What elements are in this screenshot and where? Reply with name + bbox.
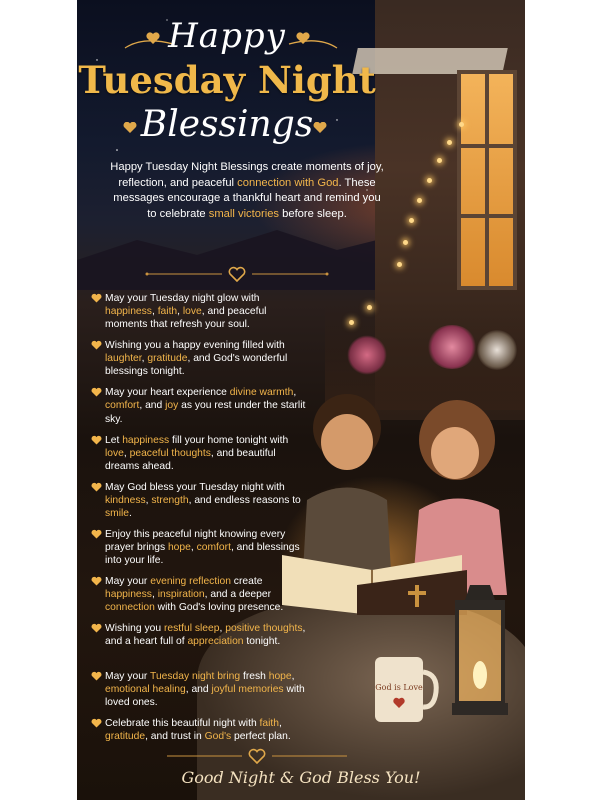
text-segment: , and blessings into your life. <box>105 542 300 567</box>
blessing-item <box>91 386 311 433</box>
title-happy: Happy <box>168 16 286 56</box>
text-segment: , <box>219 623 226 635</box>
text-segment: tonight. <box>243 636 281 648</box>
string-light <box>397 262 402 267</box>
blessing-item <box>91 481 311 528</box>
heart-icon <box>229 268 244 281</box>
blessing-poster <box>77 0 525 800</box>
text-segment: , and <box>139 400 166 412</box>
blessing-item <box>91 670 311 717</box>
text-segment: , <box>279 717 282 729</box>
flower-pot <box>347 335 387 375</box>
blessing-item <box>91 528 311 575</box>
text-segment: with loved ones. <box>105 683 305 708</box>
text-segment: . These messages encourage a thankful heart and remind you to celebrate <box>113 176 381 220</box>
text-segment: Happy Tuesday Night Blessings create moments of joy, reflection, and peaceful <box>110 161 384 189</box>
text-segment: , and beautiful dreams ahead. <box>105 447 276 472</box>
text-segment: , <box>291 670 295 682</box>
heart-icon <box>91 623 102 633</box>
text-segment: with God's loving presence. <box>154 602 284 614</box>
highlight-text: divine warmth <box>229 387 294 399</box>
text-segment: , and a heart full of <box>105 623 306 648</box>
highlight-text: Tuesday night bring <box>150 670 241 682</box>
text-segment: create <box>230 576 263 588</box>
heart-icon <box>249 750 264 763</box>
string-light <box>409 218 414 223</box>
heart-icon <box>91 718 102 728</box>
divider-ornament <box>157 748 357 764</box>
string-light <box>447 140 452 145</box>
text-segment: May your Tuesday night glow with <box>105 293 260 304</box>
text-segment: perfect plan. <box>231 730 291 742</box>
highlight-text: restful sleep <box>163 623 220 635</box>
text-segment: , and trust in <box>145 730 205 742</box>
text-segment: fresh <box>240 670 269 682</box>
text-segment: May your <box>105 670 151 682</box>
string-light <box>349 320 354 325</box>
highlight-text: faith <box>259 717 280 729</box>
text-segment: Celebrate this beautiful night with <box>105 717 260 729</box>
highlight-text: connection <box>105 602 155 614</box>
intro-paragraph <box>109 160 385 222</box>
blessing-item <box>91 292 311 339</box>
text-segment: . <box>129 507 132 519</box>
closing-message: Good Night & God Bless You! <box>181 768 421 787</box>
highlight-text: emotional healing <box>105 683 186 695</box>
highlight-text: appreciation <box>187 636 244 648</box>
text-segment: , and a deeper <box>204 589 272 601</box>
text-segment: , <box>190 542 197 554</box>
highlight-text: peaceful thoughts <box>129 447 211 459</box>
highlight-text: hope <box>167 542 191 554</box>
string-light <box>459 122 464 127</box>
highlight-text: gratitude <box>105 730 146 742</box>
text-segment: , <box>145 494 152 506</box>
text-segment: Wishing you <box>105 623 164 635</box>
flower-pot <box>477 330 517 370</box>
text-segment: , and endless reasons to <box>188 494 301 506</box>
blessing-item <box>91 622 311 669</box>
blessing-item <box>91 339 311 386</box>
heart-icon <box>91 340 102 350</box>
text-segment: , and God's wonderful blessings tonight. <box>105 353 288 378</box>
lantern-icon <box>440 580 520 730</box>
highlight-text: laughter <box>105 353 142 365</box>
highlight-text: small victories <box>208 207 280 220</box>
highlight-text: God's <box>204 730 232 742</box>
text-segment: , <box>141 353 148 365</box>
highlight-text: love <box>105 447 124 459</box>
heart-icon <box>91 482 102 492</box>
title-tuesday-night: Tuesday Night <box>78 58 376 102</box>
text-segment: as you rest under the starlit sky. <box>105 400 306 425</box>
text-segment: , <box>293 387 297 399</box>
highlight-text: smile <box>105 507 130 519</box>
string-light <box>427 178 432 183</box>
text-segment: Wishing you a happy evening filled with <box>105 340 285 352</box>
highlight-text: evening reflection <box>150 576 231 588</box>
highlight-text: positive thoughts <box>225 623 303 635</box>
string-light <box>403 240 408 245</box>
heart-icon <box>91 293 102 303</box>
text-segment: May your heart experience <box>105 387 230 399</box>
text-segment: before sleep. <box>279 207 347 220</box>
highlight-text: happiness <box>105 306 152 318</box>
text-segment: Let <box>105 434 123 446</box>
text-segment: , <box>151 306 158 318</box>
text-segment: May your <box>105 576 151 588</box>
text-segment: , <box>177 306 183 318</box>
text-segment: fill your home tonight with <box>169 434 289 446</box>
highlight-text: happiness <box>122 434 170 446</box>
string-light <box>367 305 372 310</box>
text-segment: May God bless your Tuesday night with <box>105 481 285 493</box>
heart-icon <box>91 529 102 539</box>
highlight-text: faith <box>157 306 178 318</box>
title-blessings: Blessings <box>140 104 314 145</box>
text-segment: , and <box>185 683 212 695</box>
highlight-text: happiness <box>105 589 152 601</box>
text-segment: , <box>123 447 130 459</box>
text-segment: , and peaceful moments that refresh your soul. <box>105 306 267 331</box>
glowing-window <box>457 70 517 290</box>
heart-icon <box>91 387 102 397</box>
highlight-text: gratitude <box>147 353 188 365</box>
string-light <box>417 198 422 203</box>
highlight-text: joyful memories <box>211 683 284 695</box>
heart-icon <box>91 576 102 586</box>
highlight-text: comfort <box>196 542 231 554</box>
highlight-text: inspiration <box>157 589 205 601</box>
highlight-text: hope <box>268 670 292 682</box>
flower-pot <box>427 325 477 369</box>
divider-ornament <box>137 266 337 282</box>
blessing-item <box>91 434 311 481</box>
highlight-text: kindness <box>105 494 146 506</box>
mug-text: God is Love <box>375 683 423 692</box>
blessing-list <box>91 292 311 764</box>
heart-icon <box>91 671 102 681</box>
string-light <box>437 158 442 163</box>
highlight-text: comfort <box>105 400 140 412</box>
highlight-text: connection with God <box>237 176 339 189</box>
heart-icon <box>91 435 102 445</box>
text-segment: Enjoy this peaceful night knowing every prayer brings <box>105 528 286 554</box>
highlight-text: love <box>182 306 202 318</box>
highlight-text: joy <box>165 400 179 412</box>
text-segment: , <box>151 589 158 601</box>
mug <box>370 652 440 727</box>
highlight-text: strength <box>151 494 189 506</box>
blessing-item <box>91 575 311 622</box>
